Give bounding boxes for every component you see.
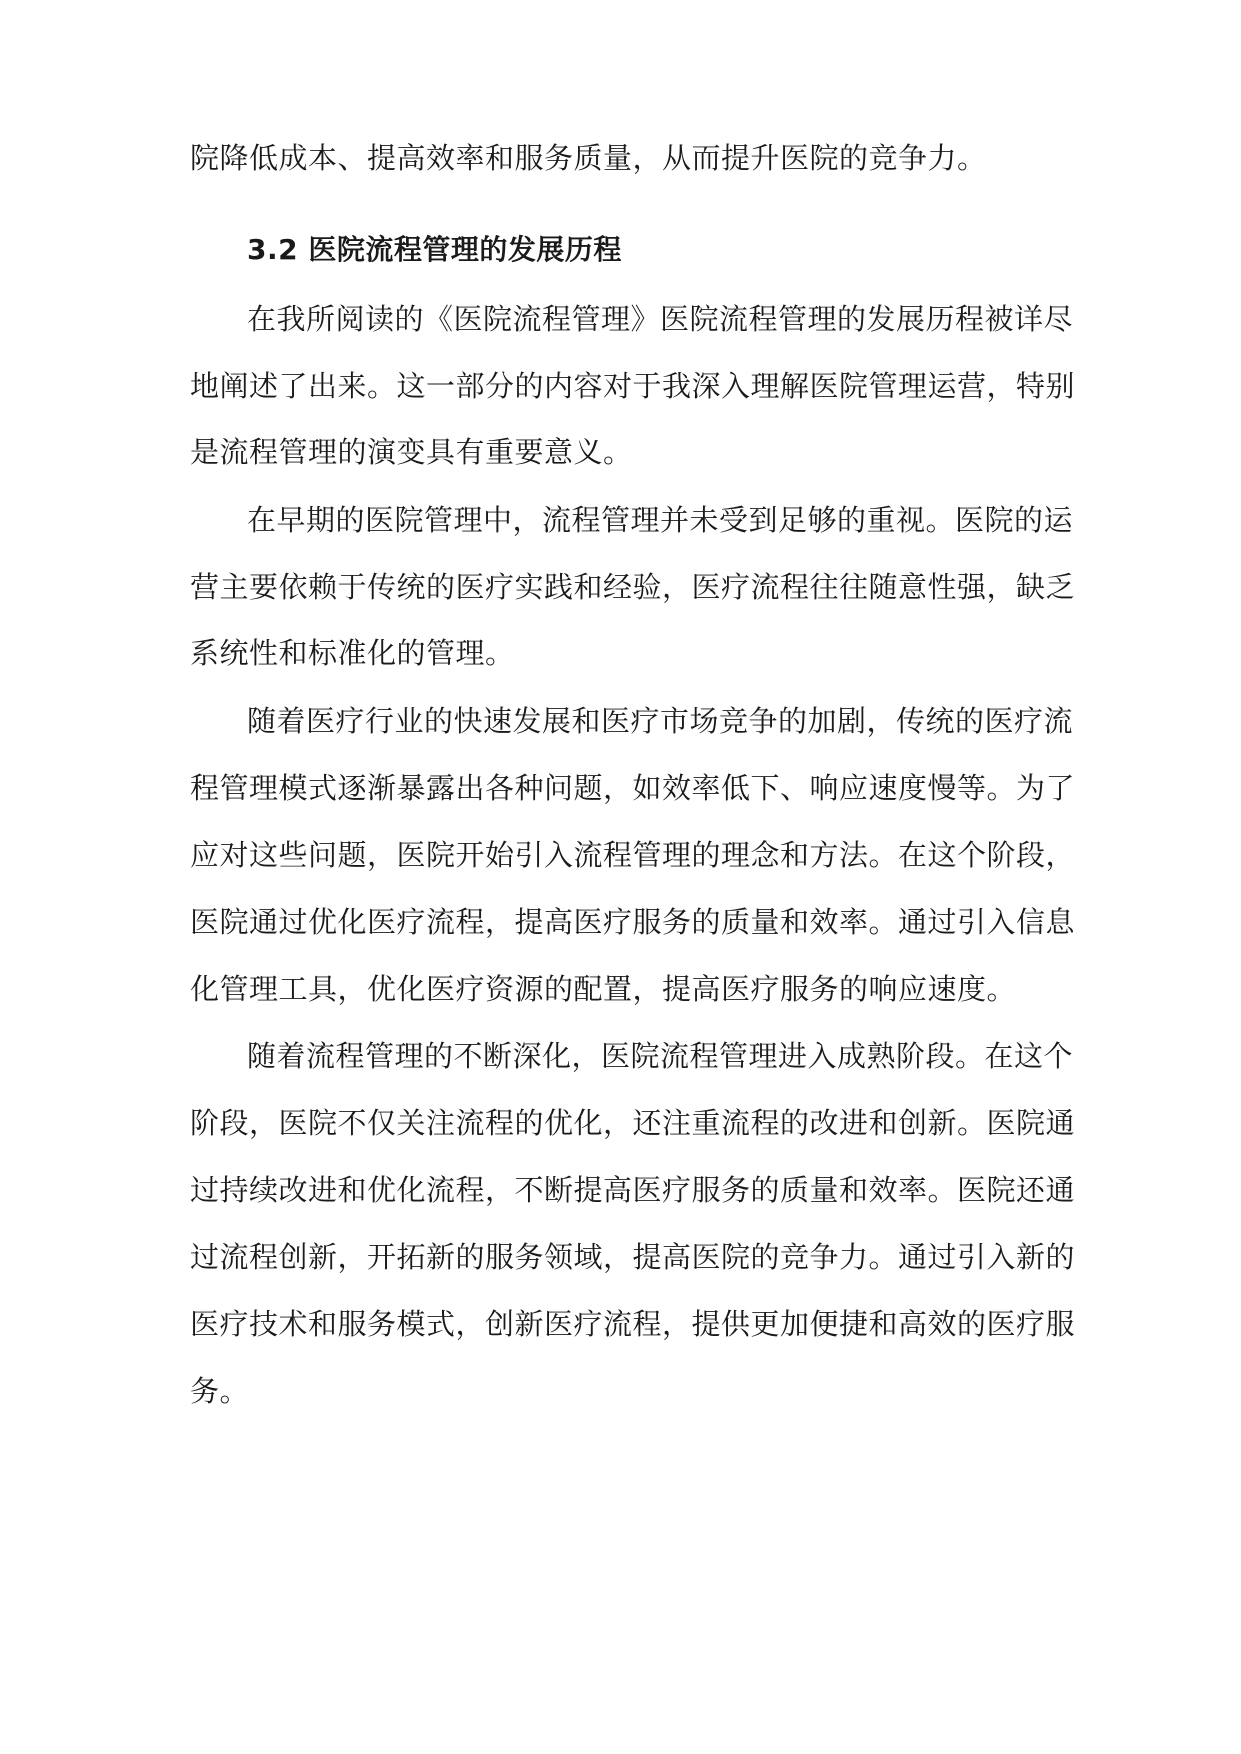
carryover-line: 院降低成本、提高效率和服务质量，从而提升医院的竞争力。 — [190, 141, 987, 175]
paragraph-line: 营主要依赖于传统的医疗实践和经验，医疗流程往往随意性强，缺乏 — [190, 570, 1076, 604]
paragraph-line: 过流程创新，开拓新的服务领域，提高医院的竞争力。通过引入新的 — [190, 1240, 1076, 1274]
paragraph-line: 应对这些问题，医院开始引入流程管理的理念和方法。在这个阶段， — [190, 838, 1076, 872]
paragraph-line: 在我所阅读的《医院流程管理》医院流程管理的发展历程被详尽 — [247, 302, 1074, 336]
paragraph-line: 医疗技术和服务模式，创新医疗流程，提供更加便捷和高效的医疗服 — [190, 1307, 1076, 1341]
paragraph-line: 化管理工具，优化医疗资源的配置，提高医疗服务的响应速度。 — [190, 972, 1017, 1006]
paragraph-line: 过持续改进和优化流程，不断提高医疗服务的质量和效率。医院还通 — [190, 1173, 1076, 1207]
paragraph-line: 地阐述了出来。这一部分的内容对于我深入理解医院管理运营，特别 — [190, 369, 1076, 403]
paragraph-line: 随着医疗行业的快速发展和医疗市场竞争的加剧，传统的医疗流 — [247, 704, 1074, 738]
paragraph-line: 是流程管理的演变具有重要意义。 — [190, 435, 633, 469]
paragraph-line: 医院通过优化医疗流程，提高医疗服务的质量和效率。通过引入信息 — [190, 905, 1076, 939]
paragraph-line: 系统性和标准化的管理。 — [190, 636, 515, 670]
paragraph-line: 程管理模式逐渐暴露出各种问题，如效率低下、响应速度慢等。为了 — [190, 771, 1076, 805]
paragraph-line: 随着流程管理的不断深化，医院流程管理进入成熟阶段。在这个 — [247, 1039, 1074, 1073]
paragraph-line: 阶段，医院不仅关注流程的优化，还注重流程的改进和创新。医院通 — [190, 1106, 1076, 1140]
section-heading: 3.2 医院流程管理的发展历程 — [247, 233, 622, 266]
paragraph-line: 在早期的医院管理中，流程管理并未受到足够的重视。医院的运 — [247, 503, 1074, 537]
paragraph-line: 务。 — [190, 1374, 250, 1408]
